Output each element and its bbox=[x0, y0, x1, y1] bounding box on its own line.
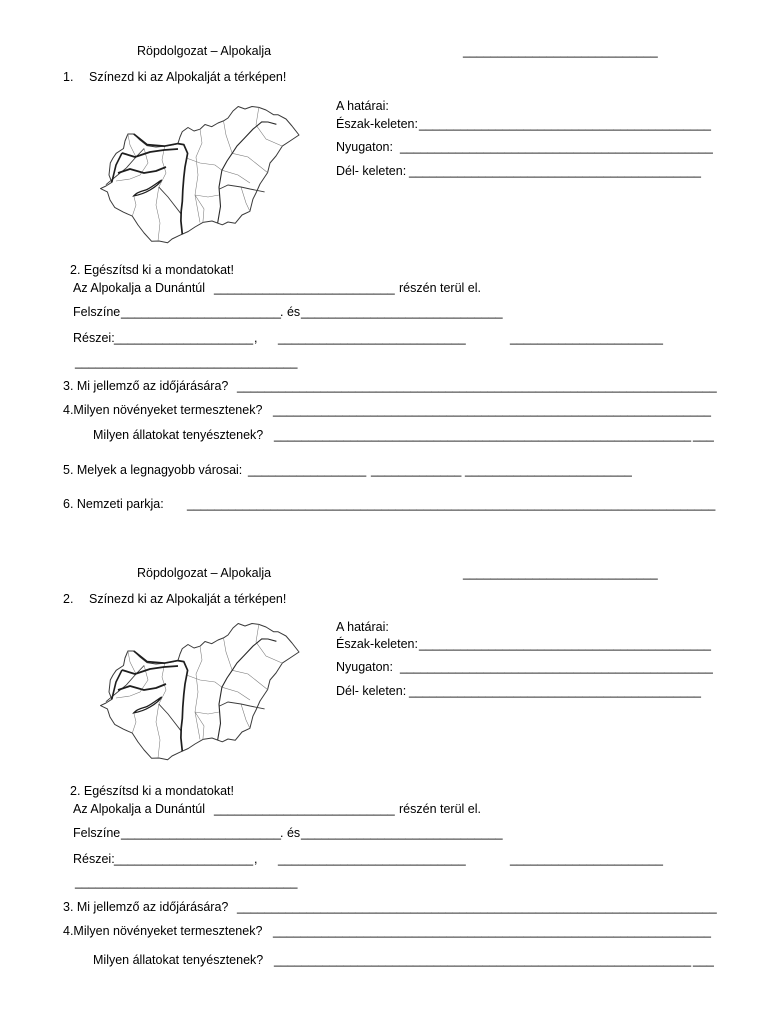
northeast-blank: __________________________________________ bbox=[419, 637, 711, 651]
parts-blank-1: ____________________ bbox=[114, 852, 254, 866]
surface-blank-1: _______________________ bbox=[121, 305, 281, 319]
west-blank: _____________________________________________ bbox=[400, 660, 713, 674]
question-4-text: 4.Milyen növényeket termesztenek? bbox=[63, 924, 263, 938]
west-label: Nyugaton: bbox=[336, 140, 393, 154]
task-map-instruction: Színezd ki az Alpokalját a térképen! bbox=[89, 592, 287, 606]
northeast-label: Észak-keleten: bbox=[336, 117, 418, 131]
question-6-text: 6. Nemzeti parkja: bbox=[63, 497, 164, 511]
southeast-label: Dél- keleten: bbox=[336, 684, 407, 698]
borders-heading: A határai: bbox=[336, 99, 389, 113]
worksheet-title: Röpdolgozat – Alpokalja bbox=[137, 566, 272, 580]
question-4-text: 4.Milyen növényeket termesztenek? bbox=[63, 403, 263, 417]
question-3-blank: _____________________________________________________________________ bbox=[237, 900, 717, 914]
west-blank: _____________________________________________ bbox=[400, 140, 713, 154]
northeast-blank: __________________________________________ bbox=[419, 117, 711, 131]
parts-blank-2: ___________________________ bbox=[278, 852, 466, 866]
southeast-label: Dél- keleten: bbox=[336, 164, 407, 178]
question-5-blank-2: _____________ bbox=[371, 463, 462, 477]
question-4-animals-blank: ____________________________________________________________ bbox=[274, 953, 692, 967]
location-suffix: részén terül el. bbox=[399, 281, 481, 295]
parts-blank-4: ________________________________ bbox=[75, 355, 298, 369]
question-3-blank: _____________________________________________________________________ bbox=[237, 379, 717, 393]
question-3-text: 3. Mi jellemző az időjárására? bbox=[63, 900, 229, 914]
question-4-animals-blank-extra: ___ bbox=[693, 953, 714, 967]
question-5-text: 5. Melyek a legnagyobb városai: bbox=[63, 463, 243, 477]
parts-comma: , bbox=[254, 852, 258, 866]
hungary-map bbox=[100, 622, 300, 762]
task-number: 1. bbox=[63, 70, 74, 84]
question-4-animals-blank: ____________________________________________________________ bbox=[274, 428, 692, 442]
surface-connector: . és bbox=[280, 826, 301, 840]
task2-heading: 2. Egészítsd ki a mondatokat! bbox=[70, 784, 234, 798]
parts-blank-3: ______________________ bbox=[510, 852, 663, 866]
borders-heading: A határai: bbox=[336, 620, 389, 634]
question-6-blank: ____________________________________________________________________________ bbox=[187, 497, 716, 511]
surface-label: Felszíne bbox=[73, 305, 121, 319]
name-blank: ____________________________ bbox=[463, 566, 658, 580]
hungary-map bbox=[100, 105, 300, 245]
northeast-label: Észak-keleten: bbox=[336, 637, 418, 651]
worksheet-title: Röpdolgozat – Alpokalja bbox=[137, 44, 272, 58]
question-4-blank: _______________________________________________________________ bbox=[273, 924, 711, 938]
task2-heading: 2. Egészítsd ki a mondatokat! bbox=[70, 263, 234, 277]
location-prefix: Az Alpokalja a Dunántúl bbox=[73, 802, 206, 816]
parts-comma: , bbox=[254, 331, 258, 345]
question-4-animals-blank-extra: ___ bbox=[693, 428, 714, 442]
question-5-blank-1: _________________ bbox=[248, 463, 367, 477]
southeast-blank: __________________________________________ bbox=[409, 684, 701, 698]
parts-label: Részei: bbox=[73, 331, 115, 345]
surface-blank-2: _____________________________ bbox=[301, 305, 503, 319]
question-4-animals-text: Milyen állatokat tenyésztenek? bbox=[93, 428, 264, 442]
hungary-map-graphic bbox=[101, 624, 300, 760]
surface-connector: . és bbox=[280, 305, 301, 319]
name-blank: ____________________________ bbox=[463, 44, 658, 58]
location-suffix: részén terül el. bbox=[399, 802, 481, 816]
location-blank: __________________________ bbox=[214, 802, 395, 816]
task-number: 2. bbox=[63, 592, 74, 606]
parts-blank-4: ________________________________ bbox=[75, 875, 298, 889]
location-prefix: Az Alpokalja a Dunántúl bbox=[73, 281, 206, 295]
southeast-blank: __________________________________________ bbox=[409, 164, 701, 178]
parts-blank-3: ______________________ bbox=[510, 331, 663, 345]
question-4-animals-text: Milyen állatokat tenyésztenek? bbox=[93, 953, 264, 967]
question-5-blank-3: ________________________ bbox=[465, 463, 632, 477]
surface-label: Felszíne bbox=[73, 826, 121, 840]
question-3-text: 3. Mi jellemző az időjárására? bbox=[63, 379, 229, 393]
parts-blank-2: ___________________________ bbox=[278, 331, 466, 345]
parts-blank-1: ____________________ bbox=[114, 331, 254, 345]
question-4-blank: _______________________________________________________________ bbox=[273, 403, 711, 417]
surface-blank-1: _______________________ bbox=[121, 826, 281, 840]
location-blank: __________________________ bbox=[214, 281, 395, 295]
parts-label: Részei: bbox=[73, 852, 115, 866]
surface-blank-2: _____________________________ bbox=[301, 826, 503, 840]
west-label: Nyugaton: bbox=[336, 660, 393, 674]
task-map-instruction: Színezd ki az Alpokalját a térképen! bbox=[89, 70, 287, 84]
hungary-map-graphic bbox=[101, 107, 300, 243]
